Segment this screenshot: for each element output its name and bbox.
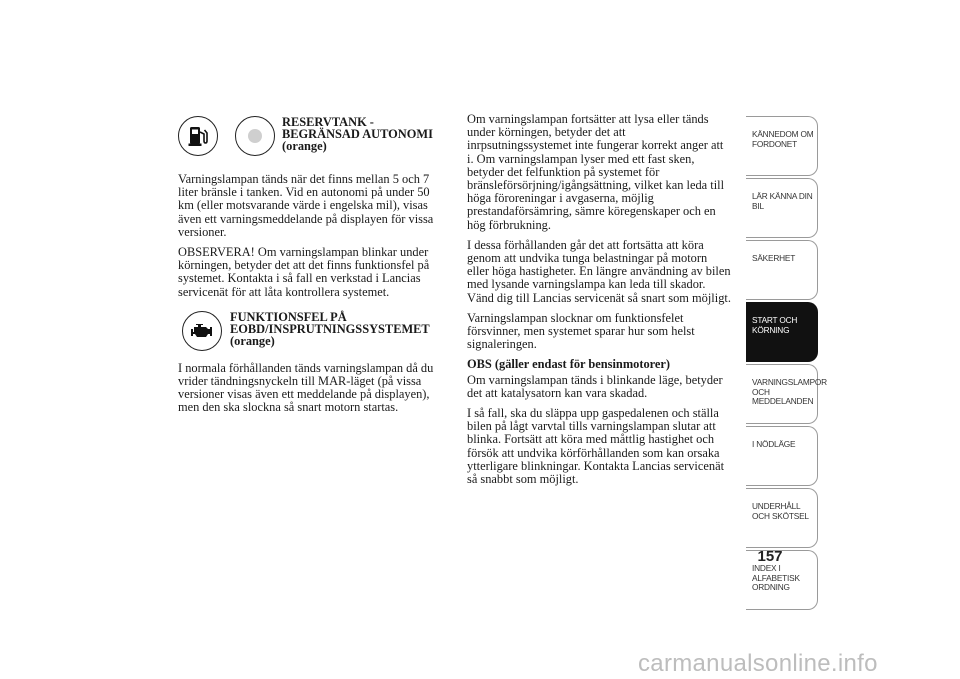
engine-check-icon	[182, 311, 222, 351]
left-column	[178, 113, 448, 422]
right-paragraph-3: Varningslampan slocknar om funktionsfelet försvinner, men systemet sparar hur som helst signaleringen.	[467, 310, 695, 352]
tab-label: UNDERHÅLL OCH SKÖTSEL	[752, 501, 809, 521]
tab-varningslampor[interactable]	[746, 364, 827, 424]
eobd-paragraph-1: I normala förhållanden tänds varningslampan då du vrider tändningsnyckeln till MAR-läget (på vissa versioner visas även ett meddelande på displayen), men den ska slockna så snart motorn startas.	[178, 360, 434, 415]
obs-title: OBS (gäller endast för bensinmotorer)	[467, 357, 671, 372]
tab-sakerhet[interactable]	[746, 240, 818, 300]
chapter-sidebar	[746, 116, 827, 612]
eobd-title-line1: FUNKTIONSFEL PÅ	[230, 309, 347, 324]
right-paragraph-5: I så fall, ska du släppa upp gaspedalenen och ställa bilen på lågt varvtal tills varningslampan slutar att blinka. Fortsätt att köra med måttlig hastighet och försök att undvika körförhållanden som kan orsaka ytterligare blinkningar. Kontakta Lancias servicenät så snabbt som möjligt.	[467, 406, 725, 487]
tab-label: VARNINGSLAMPOR OCH MEDDELANDEN	[752, 377, 827, 406]
right-column	[467, 113, 732, 493]
tab-label: I NÖDLÄGE	[752, 439, 796, 449]
eobd-color: (orange)	[230, 333, 275, 348]
reserve-tank-title-line2: BEGRÄNSAD AUTONOMI	[282, 127, 433, 141]
page-number: 157	[757, 548, 783, 565]
right-paragraph-1: Om varningslampan fortsätter att lysa eller tänds under körningen, betyder det att inrpsutningssystemet inte fungerar korrekt anger att i. Om varningslampan lyser med ett fast sken, betyder det felfunktion på systemet för bränsleförsörjning/igångsättning, vilket kan leda till höga föroreningar i avgaserna, möjlig prestandaförsämring, sämre köregenskaper och en hög förbrukning.	[467, 112, 725, 232]
tab-underhall-och-skotsel[interactable]	[746, 488, 818, 548]
tab-label: LÄR KÄNNA DIN BIL	[752, 191, 813, 211]
tab-label: SÄKERHET	[752, 253, 796, 263]
tab-lar-kanna-din-bil[interactable]	[746, 178, 818, 238]
right-paragraph-4: Om varningslampan tänds i blinkande läge, betyder det att katalysatorn kan vara skadad.	[467, 372, 723, 400]
watermark: carmanualsonline.info	[638, 650, 878, 677]
tab-label: START OCH KÖRNING	[752, 315, 798, 335]
eobd-block	[178, 308, 448, 362]
reserve-tank-block	[178, 113, 448, 173]
tab-i-nodlage[interactable]	[746, 426, 818, 486]
tab-label: KÄNNEDOM OM FORDONET	[752, 129, 814, 149]
tab-start-och-korning[interactable]	[746, 302, 818, 362]
reserve-tank-title	[282, 116, 433, 152]
reserve-tank-paragraph-2: OBSERVERA! Om varningslampan blinkar under körningen, betyder det att det finns funktionsfel på systemet. Kontakta i så fall en verkstad i Lancias servicenät för att låta kontrollera systemet.	[178, 245, 430, 299]
reserve-tank-title-line1: RESERVTANK -	[282, 115, 374, 129]
reserve-tank-paragraph-1: Varningslampan tänds när det finns mellan 5 och 7 liter bränsle i tanken. Vid en autonomi på under 50 km (eller motsvarande värde i engelska mil), visas även ett varningsmeddelande på displayen för vissa versioner.	[178, 172, 434, 239]
tab-kannedom-om-fordonet[interactable]	[746, 116, 818, 176]
right-paragraph-2: I dessa förhållanden går det att fortsätta att köra genom att undvika tunga belastningar på motorn eller höga hastigheter. En längre användning av bilen med lysande varningslampa kan leda till skador. Vänd dig till Lancias servicenät så snart som möjligt.	[467, 237, 731, 305]
reserve-tank-color: (orange)	[282, 139, 327, 153]
grey-dot-icon	[235, 116, 275, 156]
eobd-title	[230, 311, 430, 347]
eobd-title-line2: EOBD/INSPRUTNINGSSYSTEMET	[230, 321, 430, 336]
fuel-pump-icon	[178, 116, 218, 156]
tab-label: INDEX I ALFABETISK ORDNING	[752, 563, 800, 592]
